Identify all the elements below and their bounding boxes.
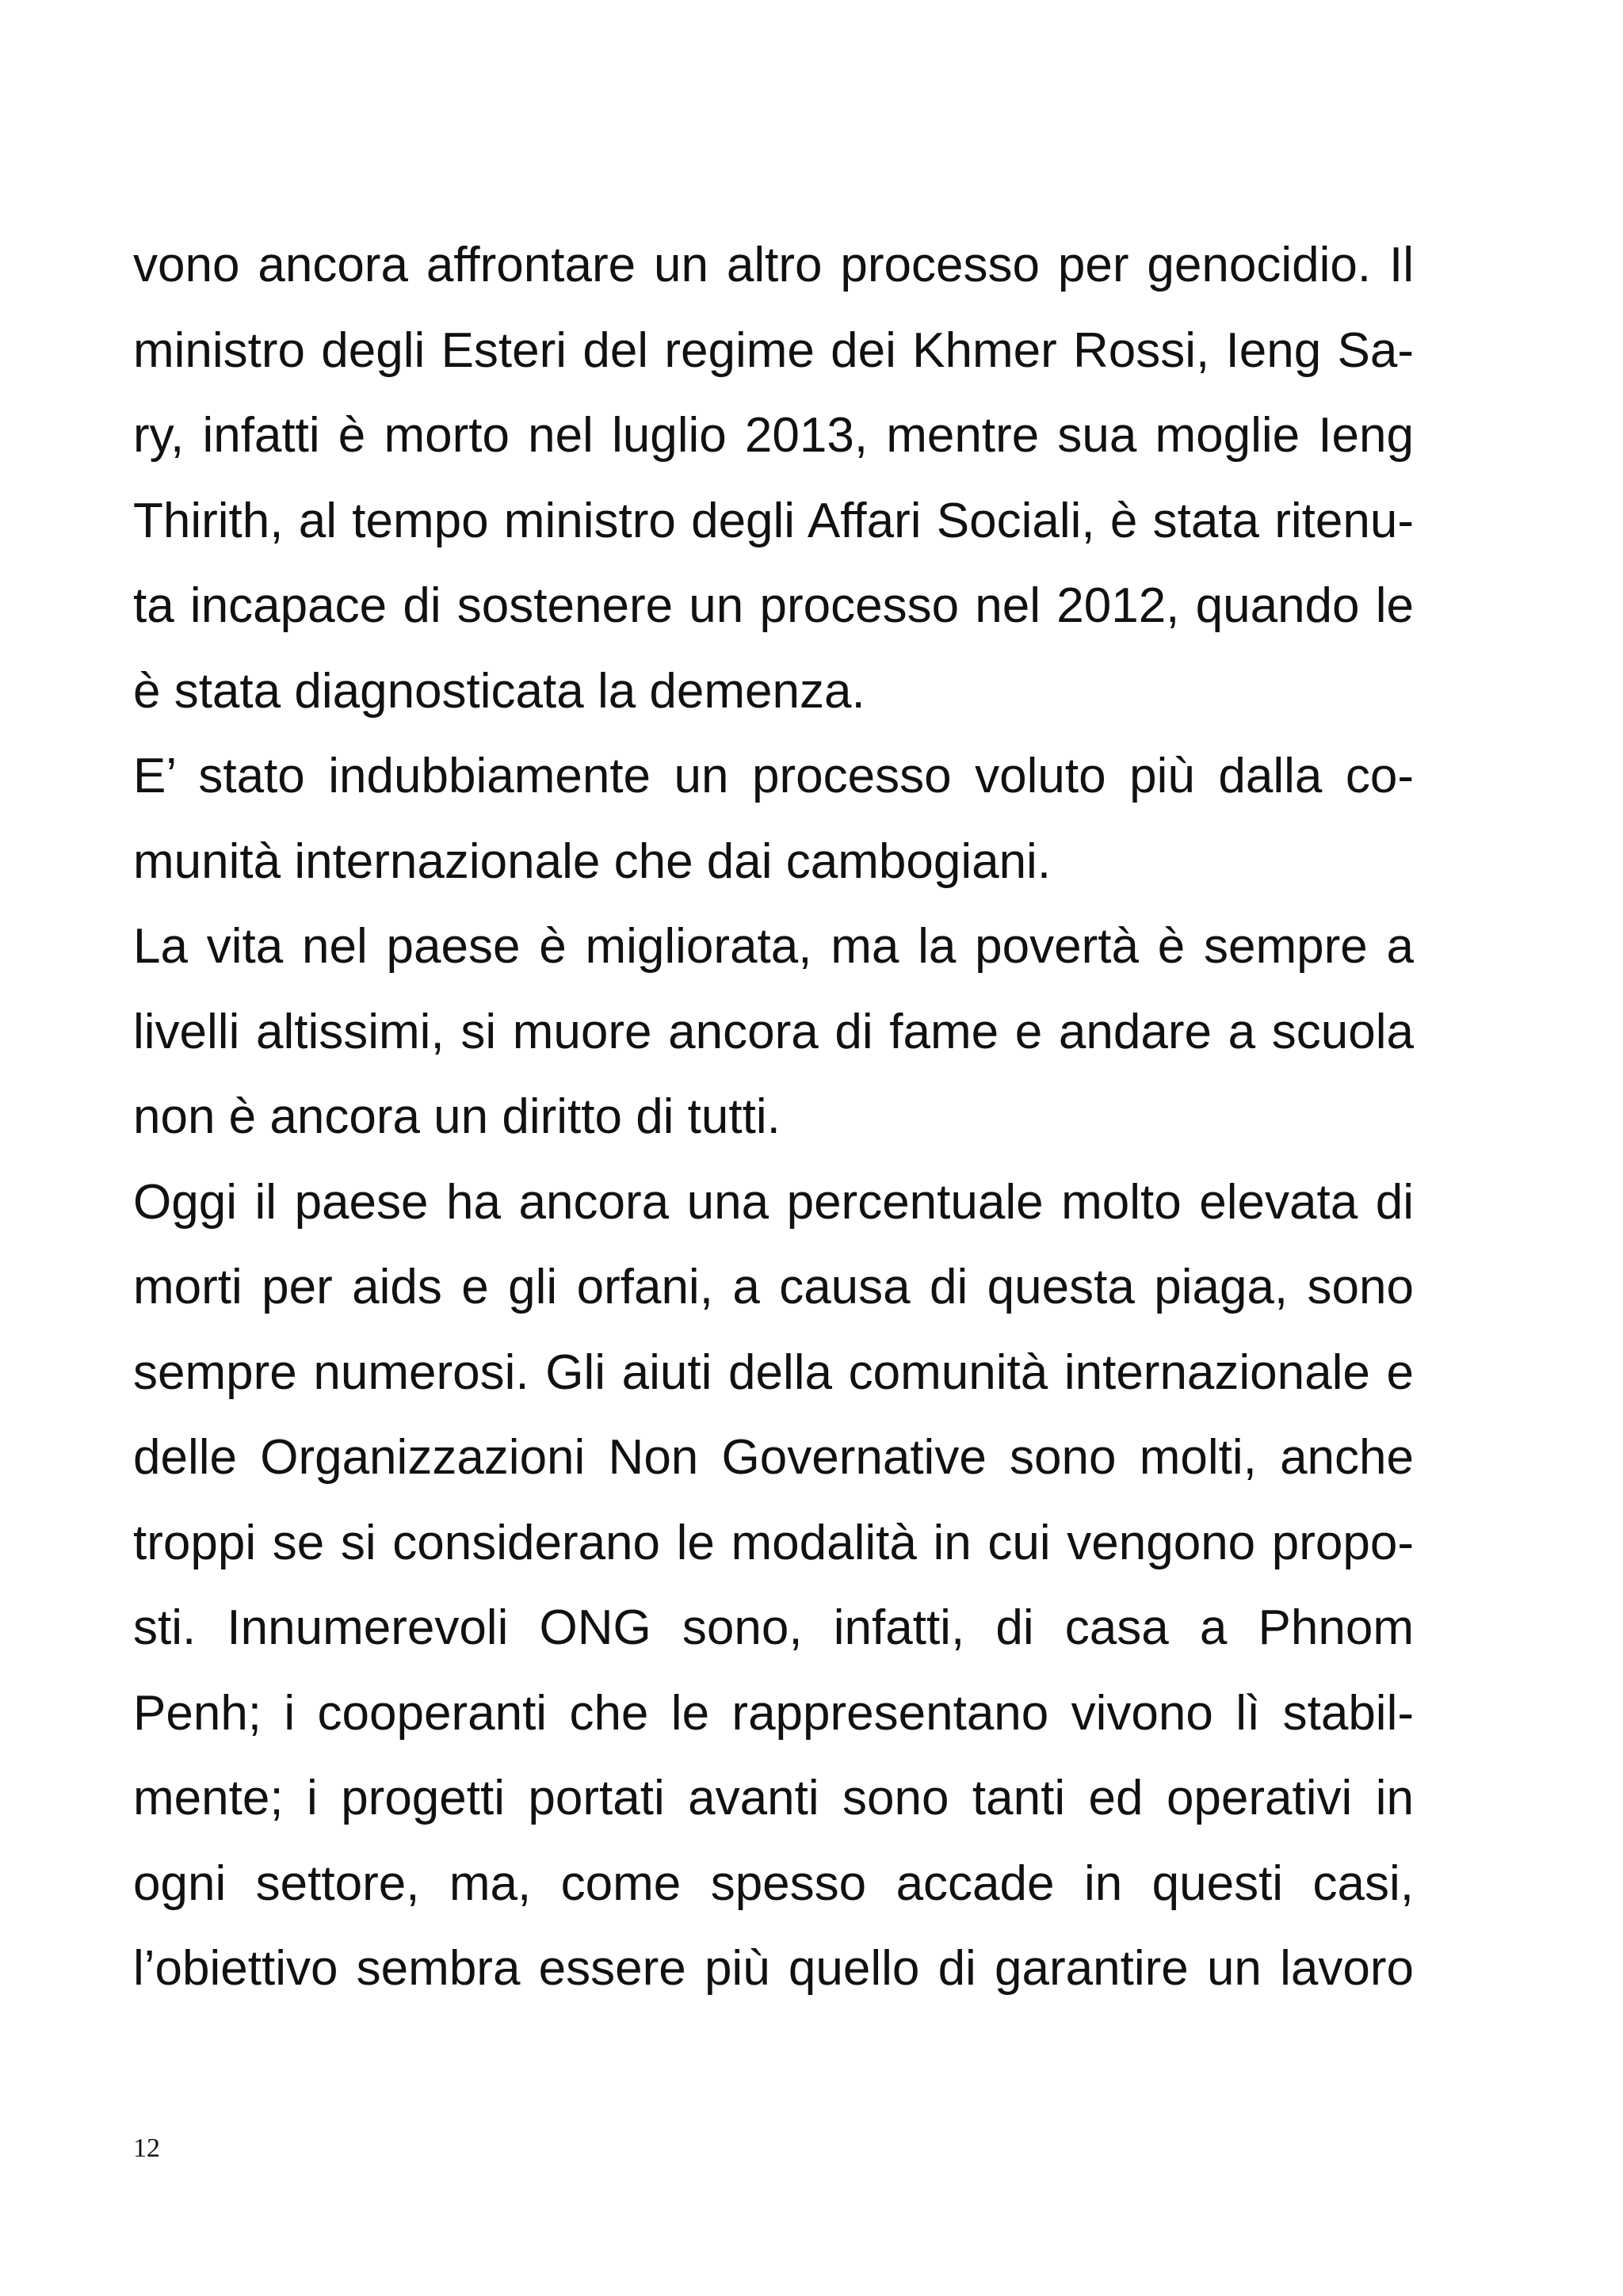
text-line: ta incapace di sostenere un processo nel 2012, quando le — [133, 578, 1414, 633]
text-line: mente; i progetti portati avanti sono tanti ed operativi in — [133, 1771, 1414, 1825]
text-line: vono ancora affrontare un altro processo per genocidio. Il — [133, 238, 1414, 292]
text-line: sti. Innumerevoli ONG sono, infatti, di casa a Phnom — [133, 1600, 1414, 1655]
text-line: l’obiettivo sembra essere più quello di garantire un lavoro — [133, 1941, 1414, 1996]
page-number: 12 — [133, 2134, 160, 2163]
text-line: delle Organizzazioni Non Governative sono molti, anche — [133, 1430, 1414, 1485]
text-line: ogni settore, ma, come spesso accade in questi casi, — [133, 1855, 1414, 1911]
text-line: livelli altissimi, si muore ancora di fame e andare a scuola — [133, 1004, 1414, 1059]
text-line: Penh; i cooperanti che le rappresentano vivono lì stabil- — [133, 1685, 1414, 1741]
text-line: morti per aids e gli orfani, a causa di questa piaga, sono — [133, 1260, 1414, 1314]
text-line: Oggi il paese ha ancora una percentuale molto elevata di — [133, 1174, 1414, 1230]
text-line: sempre numerosi. Gli aiuti della comunità internazionale e — [133, 1344, 1414, 1400]
text-line: Thirith, al tempo ministro degli Affari Sociali, è stata ritenu- — [133, 493, 1414, 548]
text-line: non è ancora un diritto di tutti. — [133, 1089, 781, 1144]
text-line: E’ stato indubbiamente un processo voluto più dalla co- — [133, 749, 1414, 803]
text-line: troppi se si considerano le modalità in cui vengono propo- — [133, 1515, 1414, 1570]
text-line: è stata diagnosticata la demenza. — [133, 663, 865, 719]
text-line: munità internazionale che dai cambogiani. — [133, 833, 1052, 889]
text-line: ministro degli Esteri del regime dei Khmer Rossi, Ieng Sa- — [133, 322, 1414, 378]
text-line: La vita nel paese è migliorata, ma la povertà è sempre a — [133, 919, 1414, 974]
body-text — [133, 230, 1414, 2019]
text-line: ry, infatti è morto nel luglio 2013, mentre sua moglie Ieng — [133, 408, 1414, 463]
